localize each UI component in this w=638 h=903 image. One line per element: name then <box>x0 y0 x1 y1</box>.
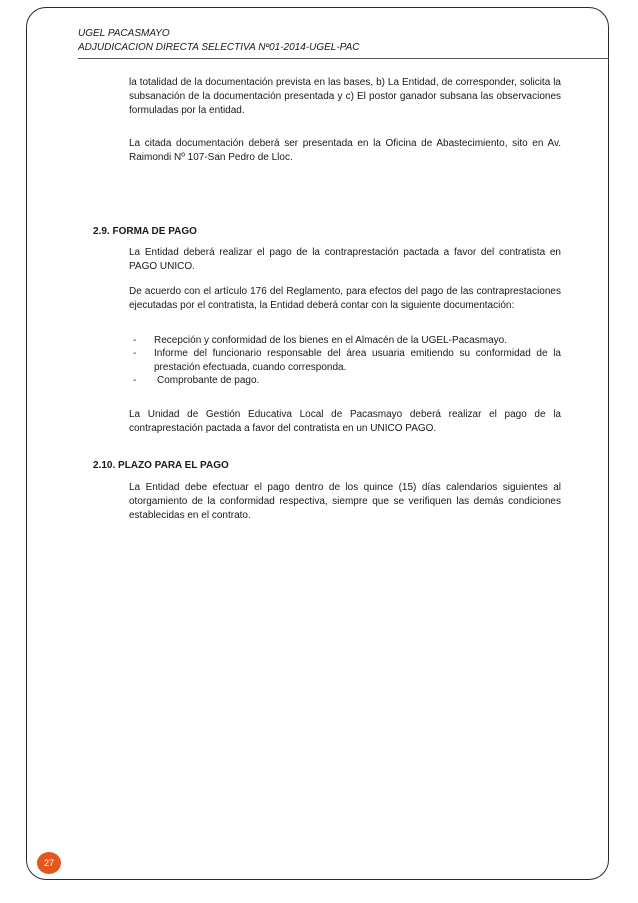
list-item-text: Recepción y conformidad de los bienes en el Almacén de la UGEL-Pacasmayo. <box>154 335 507 346</box>
header-process-title: ADJUDICACION DIRECTA SELECTIVA Nº01-2014-UGEL-PAC <box>78 42 360 53</box>
list-item <box>129 334 561 348</box>
page-header <box>78 27 608 55</box>
bullet-dash: - <box>133 335 137 346</box>
list-item <box>129 374 561 388</box>
paragraph-unico-pago: La Unidad de Gestión Educativa Local de Pacasmayo deberá realizar el pago de la contraprestación pactada a favor del contratista en un UNICO PAGO. <box>129 409 561 434</box>
header-organization: UGEL PACASMAYO <box>78 28 170 39</box>
paragraph-documentacion: De acuerdo con el artículo 176 del Reglamento, para efectos del pago de las contraprestaciones ejecutadas por el contratista, la Entidad deberá contar con la siguiente documentación: <box>129 286 561 311</box>
header-divider <box>78 58 609 59</box>
bullet-dash: - <box>133 348 137 359</box>
list-item-text: Informe del funcionario responsable del área usuaria emitiendo su conformidad de la prestación efectuada, cuando corresponda. <box>154 348 561 373</box>
paragraph-plazo: La Entidad debe efectuar el pago dentro de los quince (15) días calendarios siguientes al otorgamiento de la conformidad respectiva, siempre que se verifiquen las demás condiciones establecidas en el contrato. <box>129 482 561 521</box>
page-number-badge <box>37 852 61 874</box>
section-heading-plazo-para-el-pago: 2.10. PLAZO PARA EL PAGO <box>93 460 229 471</box>
list-item <box>129 347 561 375</box>
bullet-dash: - <box>133 375 137 386</box>
paragraph-pago-unico: La Entidad deberá realizar el pago de la contraprestación pactada a favor del contratista en PAGO UNICO. <box>129 247 561 272</box>
list-item-text: Comprobante de pago. <box>157 375 260 386</box>
paragraph-subsanacion: la totalidad de la documentación prevista en las bases, b) La Entidad, de corresponder, solicita la subsanación de la documentación presentada y c) El postor ganador subsana las observaciones formuladas por la entidad. <box>129 77 561 116</box>
section-heading-forma-de-pago: 2.9. FORMA DE PAGO <box>93 226 197 237</box>
paragraph-presentacion: La citada documentación deberá ser presentada en la Oficina de Abastecimiento, sito en Av. Raimondi Nº 107-San Pedro de Lloc. <box>129 138 561 163</box>
page-number: 27 <box>43 858 54 868</box>
